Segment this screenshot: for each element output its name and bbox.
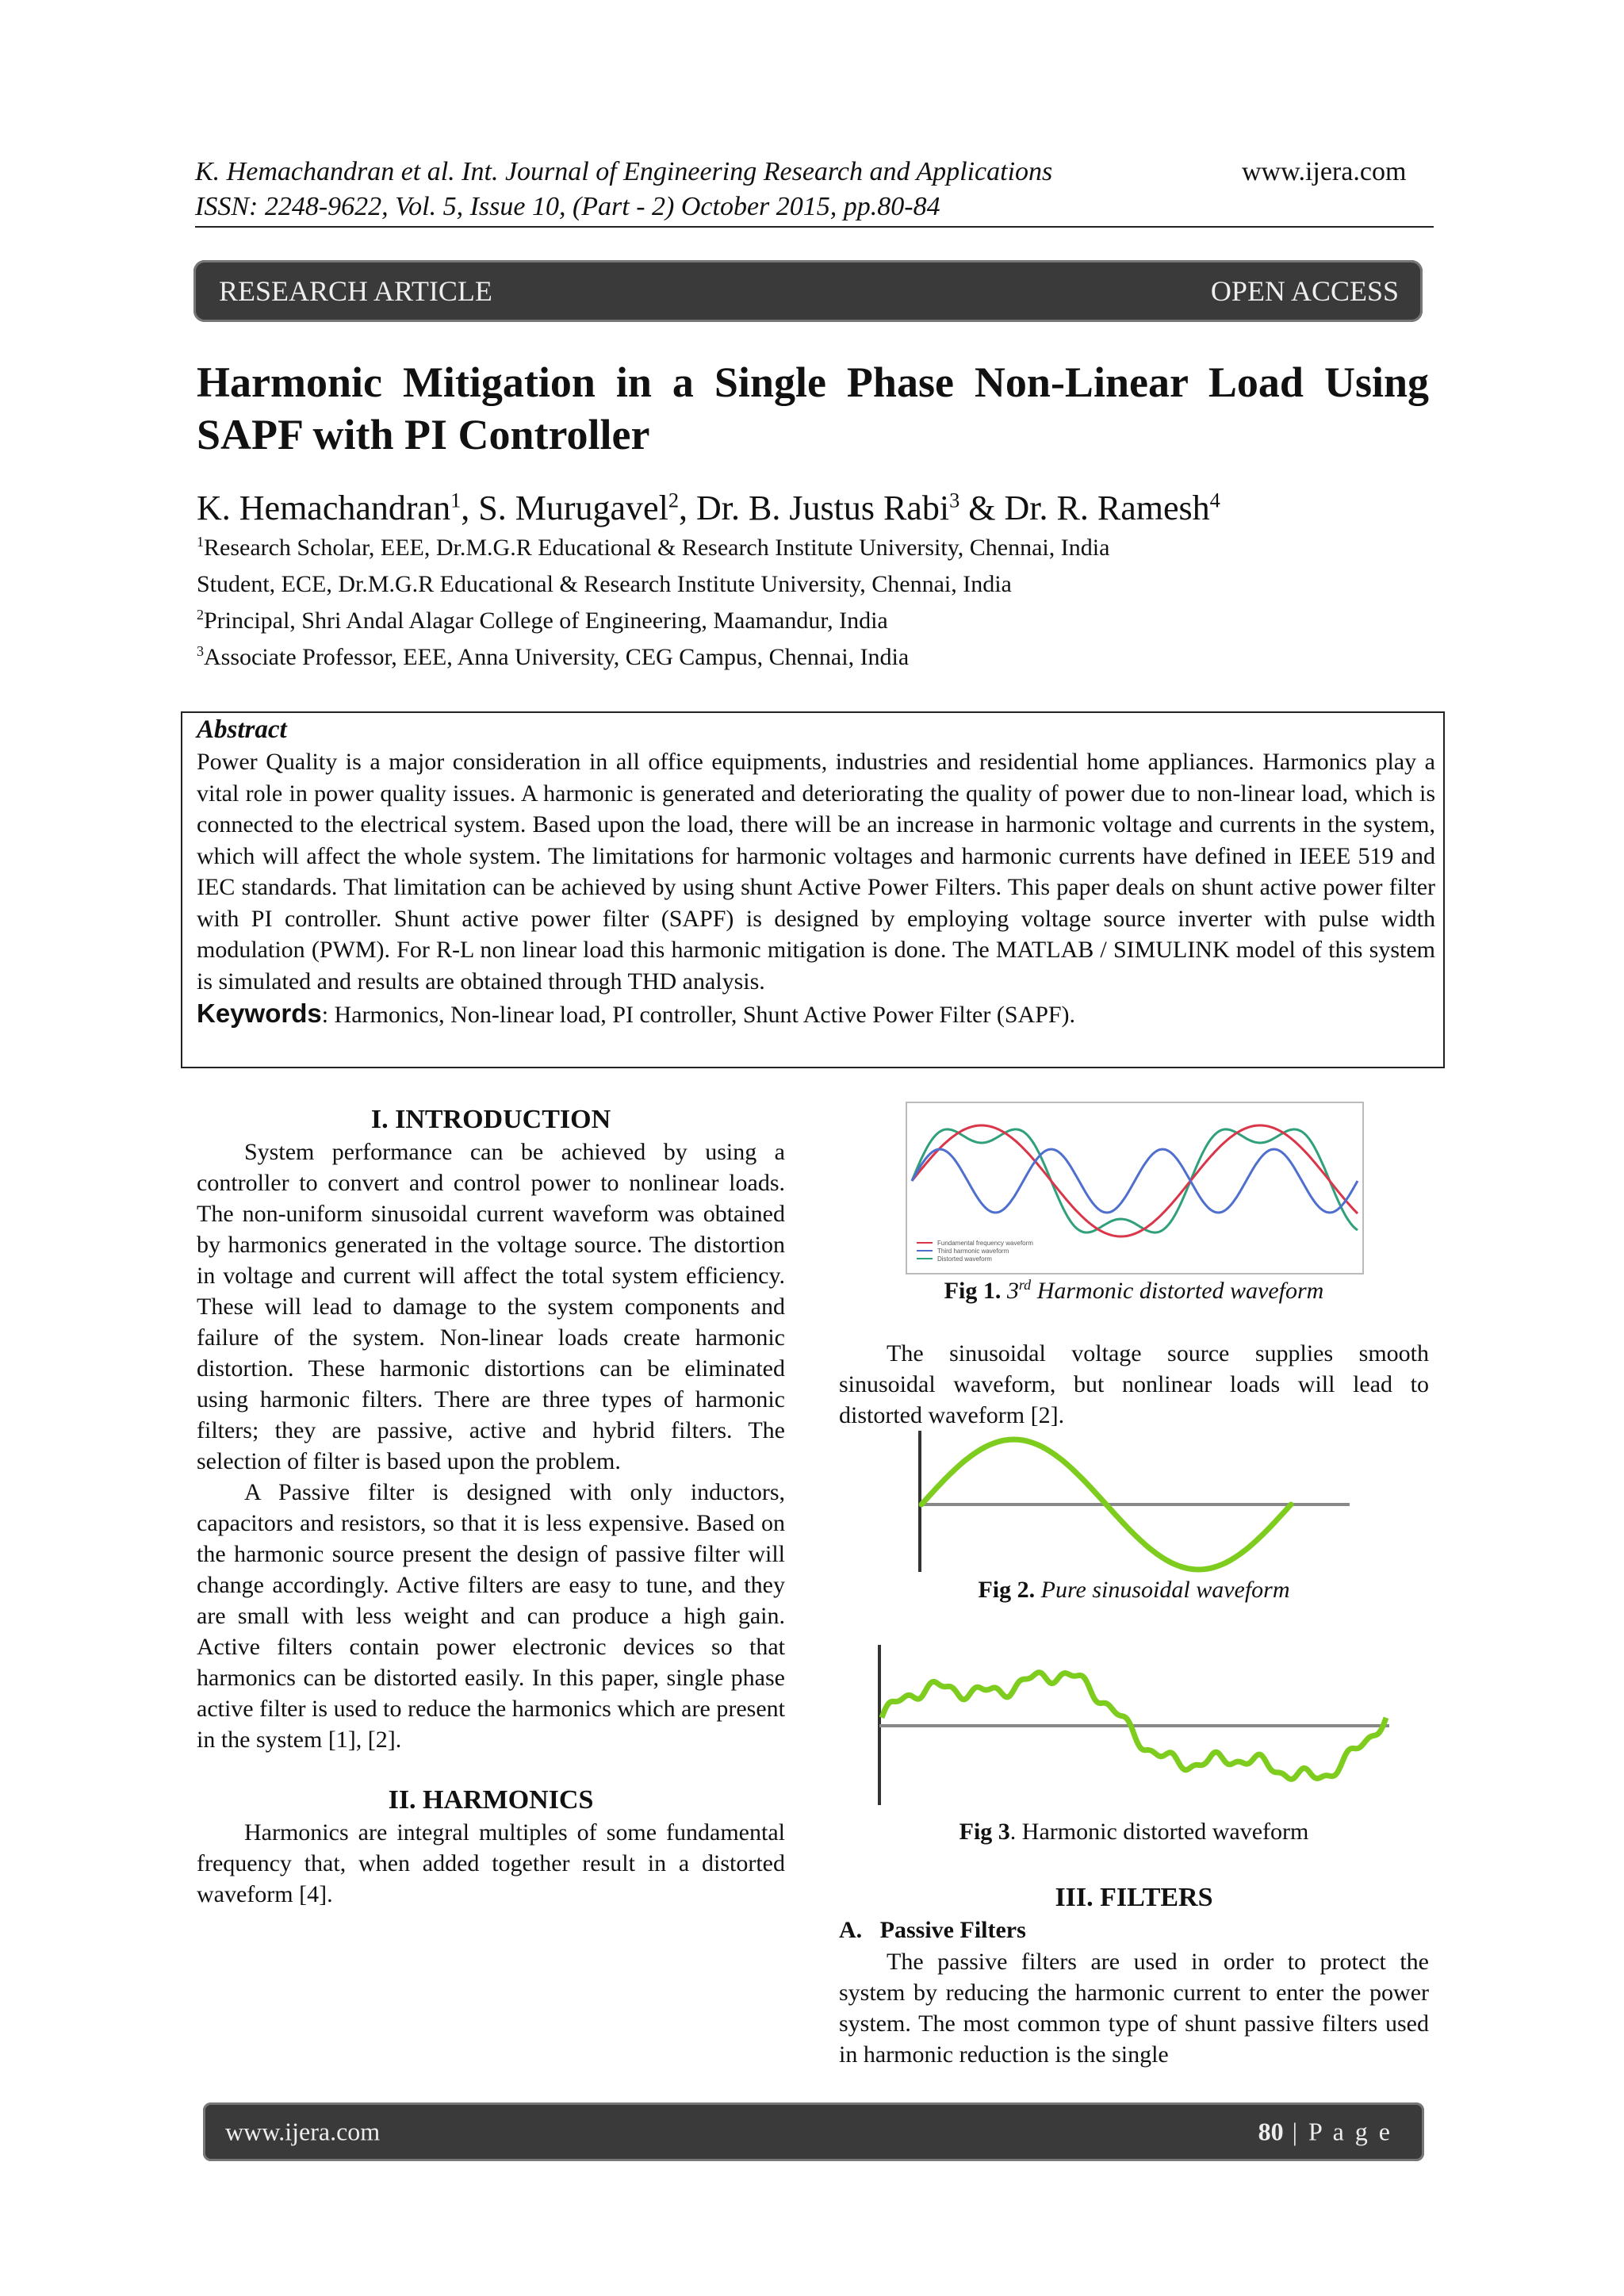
author-affil-sup: 4 [1209, 488, 1220, 512]
figure-3-caption: Fig 3. Harmonic distorted waveform [959, 1819, 1309, 1845]
author-name: S. Murugavel [478, 489, 668, 527]
intro-paragraph-1: System performance can be achieved by using a controller to convert and control power to nonlinear loads. The non-uniform sinusoidal current waveform was obtained by harmonics generated in the voltage source. The distortion in voltage and current will affect the total system efficiency. These will lead to damage to the system components and failure of the system. Non-linear loads create harmonic distortion. These harmonic distortions can be eliminated using harmonic filters. There are three types of harmonic filters; they are passive, active and hybrid filters. The selection of filter is based upon the problem. [197, 1139, 785, 1474]
paper-title-line1: Harmonic Mitigation in a Single Phase Non-Linear Load Using [197, 358, 1429, 406]
figure-1-caption: Fig 1. 3rd Harmonic distorted waveform [944, 1277, 1324, 1304]
filters-section [839, 1881, 1429, 2070]
article-type-banner [193, 260, 1423, 322]
affiliation-list [197, 530, 1109, 676]
open-access-label: OPEN ACCESS [1210, 275, 1399, 307]
affiliation-item: $^1$Research Scholar, EEE, Dr.M.G.R Educational & Research Institute University, Chennai, India [197, 534, 1110, 561]
research-article-label: RESEARCH ARTICLE [219, 275, 492, 307]
figure-2-caption: Fig 2. Pure sinusoidal waveform [978, 1577, 1290, 1603]
page-footer [203, 2102, 1424, 2161]
header-rule [195, 226, 1434, 228]
figure-2-pure-sine [912, 1428, 1356, 1575]
section-heading-introduction: I. INTRODUCTION [370, 1105, 611, 1134]
abstract-heading: Abstract [197, 715, 287, 744]
right-column-paragraph-1: The sinusoidal voltage source supplies smooth sinusoidal waveform, but nonlinear loads will lead to distorted waveform [2]. [839, 1340, 1429, 1428]
paper-title-line2: SAPF with PI Controller [197, 411, 650, 458]
intro-paragraph-2: A Passive filter is designed with only inductors, capacitors and resistors, so that it is less expensive. Based on the harmonic source present the design of passive filter will change accordingly. Active filters are easy to tune, and they are small with less weight and can produce a high gain. Active filters contain power electronic devices so that harmonics can be distorted easily. In this paper, single phase active filter is used to reduce the harmonics which are present in the system [1], [2]. [197, 1479, 785, 1753]
journal-issn: ISSN: 2248-9622, Vol. 5, Issue 10, (Part - 2) October 2015, pp.80-84 [195, 192, 940, 221]
subsection-heading-passive-filters: A. Passive Filters [839, 1917, 1026, 1943]
affiliation-item: $^3$Associate Professor, EEE, Anna University, CEG Campus, Chennai, India [197, 643, 910, 670]
legend-entry: Fundamental frequency waveform [937, 1240, 1033, 1247]
affiliation-item: Student, ECE, Dr.M.G.R Educational & Research Institute University, Chennai, India [197, 571, 1012, 597]
author-name: Dr. B. Justus Rabi [696, 489, 950, 527]
author-list: K. Hemachandran$^1$, S. Murugavel$^2$, Dr. B. Justus Rabi$^3$ & Dr. R. Ramesh$^4$ [197, 488, 1220, 527]
harmonics-paragraph-1: Harmonics are integral multiples of some fundamental frequency that, when added together result in a distorted waveform [4]. [197, 1819, 785, 1907]
abstract-text: Power Quality is a major consideration in all office equipments, industries and residential home appliances. Harmonics play a vital role in power quality issues. A harmonic is generated and deteriorating the quality of power due to non-linear load, which is connected to the electrical system. Based upon the load, there will be an increase in harmonic voltage and currents in the system, which will affect the whole system. The limitations for harmonic voltages and harmonic currents have defined in IEEE 519 and IEC standards. That limitation can be achieved by using shunt Active Power Filters. This paper deals on shunt active power filter with PI controller. Shunt active power filter (SAPF) is designed by employing voltage source inverter with pulse width modulation (PWM). For R-L non linear load this harmonic mitigation is done. The MATLAB / SIMULINK model of this system is simulated and results are obtained through THD analysis. [197, 749, 1435, 995]
left-column [197, 1103, 785, 1910]
section-heading-filters: III. FILTERS [1055, 1883, 1213, 1912]
author-affil-sup: 1 [450, 488, 462, 512]
author-affil-sup: 3 [949, 488, 960, 512]
footer-page-number: 80 | P a g e [1258, 2117, 1392, 2146]
figure-3-distorted-wave [872, 1637, 1396, 1810]
affiliation-item: $^2$Principal, Shri Andal Alagar College of Engineering, Maamandur, India [197, 607, 888, 634]
journal-website[interactable]: www.ijera.com [1242, 157, 1407, 186]
legend-entry: Distorted waveform [937, 1255, 992, 1263]
author-name: Dr. R. Ramesh [1004, 489, 1210, 527]
legend-entry: Third harmonic waveform [937, 1248, 1009, 1255]
abstract-box [181, 711, 1445, 1068]
journal-citation: K. Hemachandran et al. Int. Journal of Engineering Research and Applications [195, 157, 1053, 186]
footer-website[interactable]: www.ijera.com [225, 2117, 381, 2146]
author-name: K. Hemachandran [197, 489, 451, 527]
passive-filters-paragraph: The passive filters are used in order to protect the system by reducing the harmonic current to enter the power system. The most common type of shunt passive filters used in harmonic reduction is the single [839, 1949, 1429, 2068]
figure-1-waveforms [906, 1102, 1364, 1274]
keywords-label: Keywords [197, 999, 322, 1028]
keywords-text: : Harmonics, Non-linear load, PI controller, Shunt Active Power Filter (SAPF). [321, 1002, 1076, 1028]
section-heading-harmonics: II. HARMONICS [388, 1785, 594, 1815]
author-affil-sup: 2 [668, 488, 680, 512]
